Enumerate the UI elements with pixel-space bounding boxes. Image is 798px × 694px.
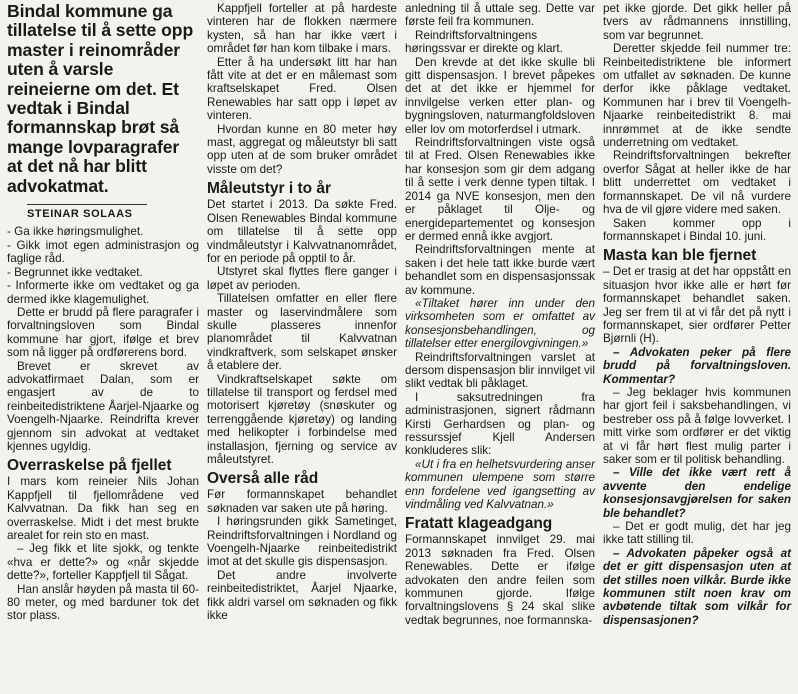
paragraph: Den krevde at det ikke skulle bli gitt dispensasjon. I brevet påpekes det at det ikke er hjemmel for innvilgelse verken etter plan- og bygningsloven, naturmangfoldsloven eller lov om motorferdsel i utmark.	[405, 55, 595, 136]
paragraph: anledning til å uttale seg. Dette var første feil fra kommunen.	[405, 2, 595, 29]
paragraph: Reindriftsforvaltningen mente at saken i det hele tatt ikke burde vært behandlet som en dispensasjonssak av kommune.	[405, 243, 595, 297]
paragraph: I mars kom reineier Nils Johan Kappfjell til fjellområdene ved Kalvvatnan. Da fikk han seg en overraskelse. Midt i det mest brukte arealet for rein sto en mast.	[7, 475, 199, 542]
paragraph: Kappfjell forteller at på hardeste vinteren har de flokken nærmere kysten, så han har ikke vært i området før han kom tilbake i mars.	[207, 2, 397, 56]
paragraph: Utstyret skal flyttes flere ganger i løpet av perioden.	[207, 265, 397, 292]
answer: – Det er trasig at det har oppstått en situasjon hvor ikke alle er hørt før formannskapet behandlet saken. Jeg ser frem til at vi får det på nytt i formannskapet, sier ordfører Petter Bjørnli (H).	[603, 265, 791, 346]
paragraph: Etter å ha undersøkt litt har han fått vite at det er en målemast som kraftselskapet Fred. Olsen Renewables har satt opp i løpet av vinteren.	[207, 55, 397, 123]
byline: STEINAR SOLAAS	[27, 204, 147, 221]
paragraph: Reindriftsforvaltningen viste også til at Fred. Olsen Renewables ikke har konsesjon som gir dem adgang til å sette i verk denne typen tiltak. I 2014 ga NVE konsesjon, men den er påklaget til Olje- og energidepartementet og konsesjon er dermed ennå ikke avgjort.	[405, 136, 595, 243]
list-item: - Begrunnet ikke vedtaket.	[7, 265, 143, 279]
paragraph: Dette er brudd på flere paragrafer i forvaltningsloven som Bindal kommune har gjort, ifølge et brev som nå ligger på ordførerens bord.	[7, 305, 199, 360]
paragraph: Han anslår høyden på masta til 60-80 meter, og med barduner tok det stor plass.	[7, 582, 199, 623]
paragraph: Reindriftsforvaltningen varslet at dersom dispensasjon blir innvilget vil slikt vedtak bli påklaget.	[405, 350, 595, 391]
list-item: - Ga ikke høringsmulighet.	[7, 225, 144, 239]
paragraph: I saksutredningen fra administrasjonen, signert rådmann Kirsti Gerhardsen og plan- og ressurssjef Kjell Andersen konkluderes slik:	[405, 390, 595, 458]
paragraph: Deretter skjedde feil nummer tre: Reinbeitedistriktene ble informert om utfallet av søknaden. De kunne derfor ikke påklage vedtaket. Kommunen har i brev til Voengelh-Njaarke reinbeitedistrikt 8. mai innrømmet at de ikke sendte underretning om vedtaket.	[603, 42, 791, 150]
paragraph: Tillatelsen omfatter en eller flere master og laservindmålere som skulle plasseres innenfor planområdet til Kalvvatnan vindkraftverk, som selskapet ønsker å etablere der.	[207, 292, 397, 373]
column-1	[3, 2, 203, 694]
question: – Advokaten påpeker også at det er gitt dispensasjon uten at det stilles noen vilkår. Burde ikke kommunen stilt noen krav om avbøtende tiltak som vilkår for dispensasjonen?	[603, 546, 791, 627]
subheading: Fratatt klageadgang	[405, 515, 553, 533]
paragraph: Saken kommer opp i formannskapet i Bindal 10. juni.	[603, 216, 791, 243]
paragraph: Det andre involverte reinbeitedistriktet, Åarjel Njaarke, fikk aldri varsel om søknaden og fikk ikke	[207, 568, 397, 623]
answer: – Det er godt mulig, det har jeg ikke tatt stilling til.	[603, 520, 791, 547]
subheading: Måleutstyr i to år	[207, 180, 332, 198]
paragraph: Før formannskapet behandlet søknaden var saken ute på høring.	[207, 488, 397, 515]
quote: «Tiltaket hører inn under den virksomheten som er omfattet av konsesjonsbehandlingen, og tillatelser etter energilovgivningen.»	[405, 296, 595, 351]
column-3	[401, 2, 599, 694]
paragraph: Reindriftsforvaltningens høringssvar er direkte og klart.	[405, 28, 563, 56]
paragraph: – Jeg fikk et lite sjokk, og tenkte «hva er dette?» og «når skjedde dette?», forteller Kappfjell til Sågat.	[7, 542, 199, 583]
question: – Ville det ikke vært rett å avvente den endelige konsesjonsavgjørelsen for saken ble behandlet?	[603, 466, 791, 520]
paragraph: Hvordan kunne en 80 meter høy mast, aggregat og måleutstyr bli satt opp uten at de som bruker området visste om det?	[207, 122, 397, 176]
quote: «Ut i fra en helhetsvurdering anser kommunen ulempene som større enn fordelene ved igangsetting av vindmåling ved Kalvvatnan.»	[405, 457, 595, 512]
answer: – Jeg beklager hvis kommunen har gjort feil i saksbehandlingen, vi bestreber oss på å følge lovverket. I mitt virke som ordfører er det viktig at vi får hørt flest mulig parter i saker som er til politisk behandling.	[603, 385, 791, 466]
paragraph: Det startet i 2013. Da søkte Fred. Olsen Renewables Bindal kommune om tillatelse til å sette opp vindmåleutstyr i Kalvvatnanområdet, for en periode på opptil to år.	[207, 198, 397, 265]
headline: Bindal kommune ga tillatelse til å sette opp master i reinområder uten å varsle reineierne om det. Et vedtak i Bindal formannskap brøt så mange lovparagrafer at det nå har blitt advokatmat.	[7, 2, 194, 196]
paragraph: I høringsrunden gikk Sametinget, Reindriftsforvaltningen i Nordland og Voengelh-Njaarke reinbeitedistrikt imot at det skulle gis dispensasjon.	[207, 515, 397, 569]
subheading: Overraskelse på fjellet	[7, 457, 172, 475]
subheading: Masta kan ble fjernet	[603, 247, 757, 265]
paragraph: pet ikke gjorde. Det gikk heller på tvers av rådmannens innstilling, som var begrunnet.	[603, 2, 791, 42]
list-item: - Gikk imot egen administrasjon og faglige råd.	[7, 238, 199, 266]
subheading: Overså alle råd	[207, 470, 319, 488]
column-2	[203, 2, 401, 694]
column-4	[599, 2, 795, 694]
question: – Advokaten peker på flere brudd på forvaltningsloven. Kommentar?	[603, 345, 791, 386]
paragraph: Vindkraftselskapet søkte om tillatelse til transport og ferdsel med motorisert kjøretøy (snøskuter og terrenggående kjøretøy) og landing med helikopter i forbindelse med installasjon, fjerning og service av måleutstyret.	[207, 372, 397, 466]
paragraph: Reindriftsforvaltningen bekrefter overfor Sågat at heller ikke de har blitt underrettet om vedtaket i formannskapet. De vil nå vurdere hva de vil gjøre videre med saken.	[603, 149, 791, 217]
paragraph: Brevet er skrevet av advokatfirmaet Dalan, som er engasjert av de to reinbeitedistriktene Åarjel-Njaarke og Voengelh-Njaarke. Reindrifta krever gjennom sin advokat at vedtaket kjennes ugyldig.	[7, 359, 199, 453]
list-item: - Informerte ikke om vedtaket og ga dermed ikke klagemulighet.	[7, 279, 199, 306]
paragraph: Formannskapet innvilget 29. mai 2013 søknaden fra Fred. Olsen Renewables. Dette er ifølge advokaten den andre feilen som kommunen gjorde. Ifølge forvaltningslovens § 24 skal slike vedtak begrunnes, noe formannska-	[405, 533, 595, 627]
